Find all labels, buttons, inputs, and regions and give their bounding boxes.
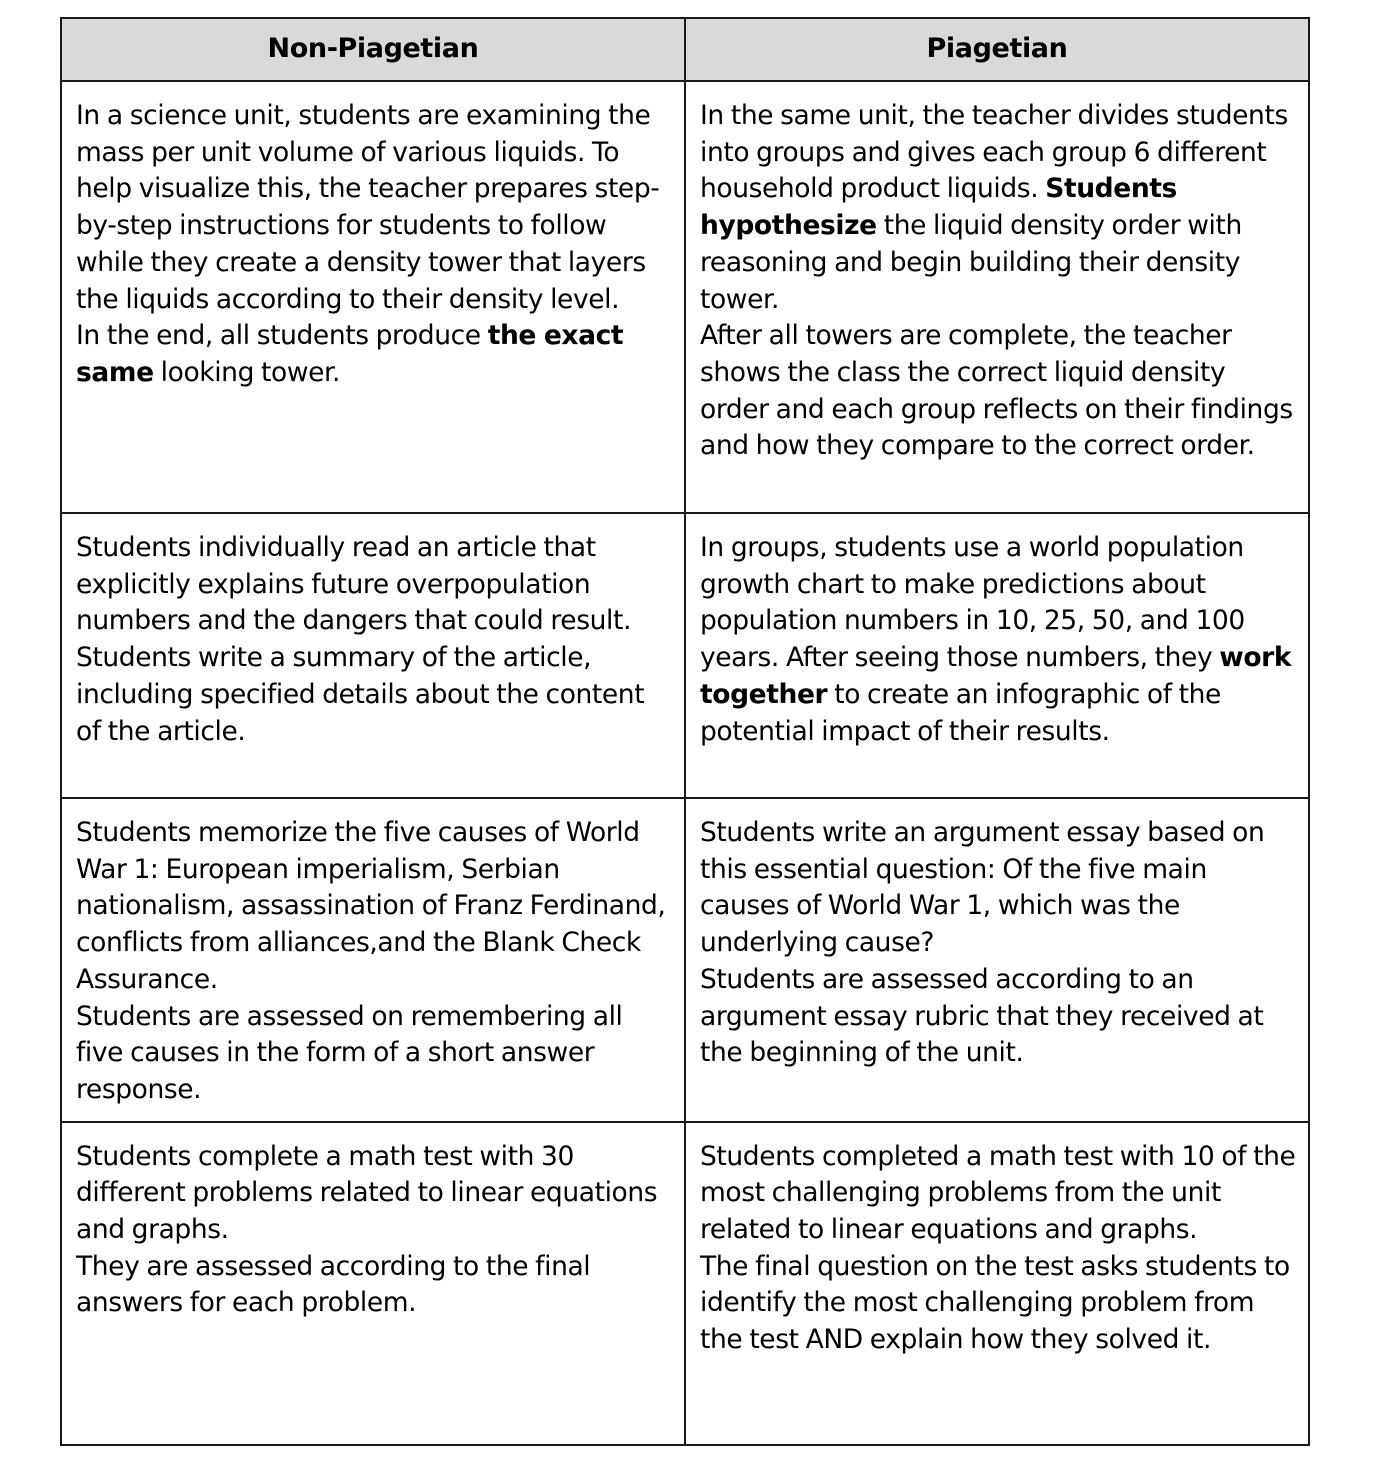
paragraph: Students completed a math test with 10 of the most challenging problems from the unit related to linear equations and graphs. (700, 1140, 1296, 1246)
paragraph (700, 98, 1296, 318)
text-run: In the end, all students produce (76, 320, 488, 352)
table-row (61, 81, 1309, 513)
emphasis-text: the exact same (76, 320, 624, 388)
paragraph: In a science unit, students are examining the mass per unit volume of various liquids. To help visualize this, the teacher prepares step-by-step instructions for students to follow while they create a density tower that layers the liquids according to their density level. (76, 100, 660, 315)
cell-non-piagetian (61, 513, 685, 798)
cell-non-piagetian (61, 798, 685, 1122)
paragraph: Students individually read an article that explicitly explains future overpopulation numbers and the dangers that could result. (76, 532, 631, 637)
paragraph: The final question on the test asks students to identify the most challenging problem from the test AND explain how they solved it. (700, 1250, 1290, 1356)
cell-non-piagetian (61, 81, 685, 513)
cell-piagetian (685, 1122, 1309, 1445)
text-run: In groups, students use a world population growth chart to make predictions about population numbers in 10, 25, 50, and 100 years. After seeing those numbers, they (700, 532, 1245, 674)
paragraph: Students are assessed on remembering all five causes in the form of a short answer response. (76, 1000, 623, 1105)
paragraph: Students complete a math test with 30 different problems related to linear equations and graphs. (76, 1140, 658, 1246)
table-row (61, 798, 1309, 1122)
table-row (61, 1122, 1309, 1445)
cell-piagetian (685, 798, 1309, 1122)
emphasis-text: work together (700, 642, 1292, 710)
paragraph: Students memorize the five causes of World War 1: European imperialism, Serbian nationalism, assassination of Franz Ferdinand, conflicts from alliances,and the Blank Check Assurance. (76, 817, 666, 995)
cell-non-piagetian (61, 1122, 685, 1445)
paragraph (76, 318, 672, 391)
header-row (61, 18, 1309, 81)
cell-piagetian (685, 513, 1309, 798)
text-run: to create an infographic of the potential impact of their results. (700, 678, 1221, 747)
paragraph: Students write an argument essay based on this essential question: Of the five main causes of World War 1, which was the underlying cause? (700, 817, 1265, 959)
paragraph: They are assessed according to the final answers for each problem. (76, 1250, 591, 1319)
paragraph (700, 530, 1296, 750)
header-piagetian: Piagetian (685, 18, 1309, 81)
table-row (61, 513, 1309, 798)
header-non-piagetian: Non-Piagetian (61, 18, 685, 81)
paragraph: Students write a summary of the article, including specified details about the content of the article. (76, 642, 645, 747)
cell-piagetian (685, 81, 1309, 513)
text-run: In the same unit, the teacher divides students into groups and gives each group 6 different household product liquids. (700, 100, 1288, 205)
text-run: looking tower. (153, 356, 341, 388)
paragraph: Students are assessed according to an argument essay rubric that they received at the beginning of the unit. (700, 963, 1264, 1069)
paragraph: After all towers are complete, the teacher shows the class the correct liquid density order and each group reflects on their findings and how they compare to the correct order. (700, 320, 1293, 462)
comparison-table (60, 17, 1310, 1446)
emphasis-text: Students hypothesize (700, 173, 1177, 242)
text-run: the liquid density order with reasoning and begin building their density tower. (700, 210, 1242, 315)
